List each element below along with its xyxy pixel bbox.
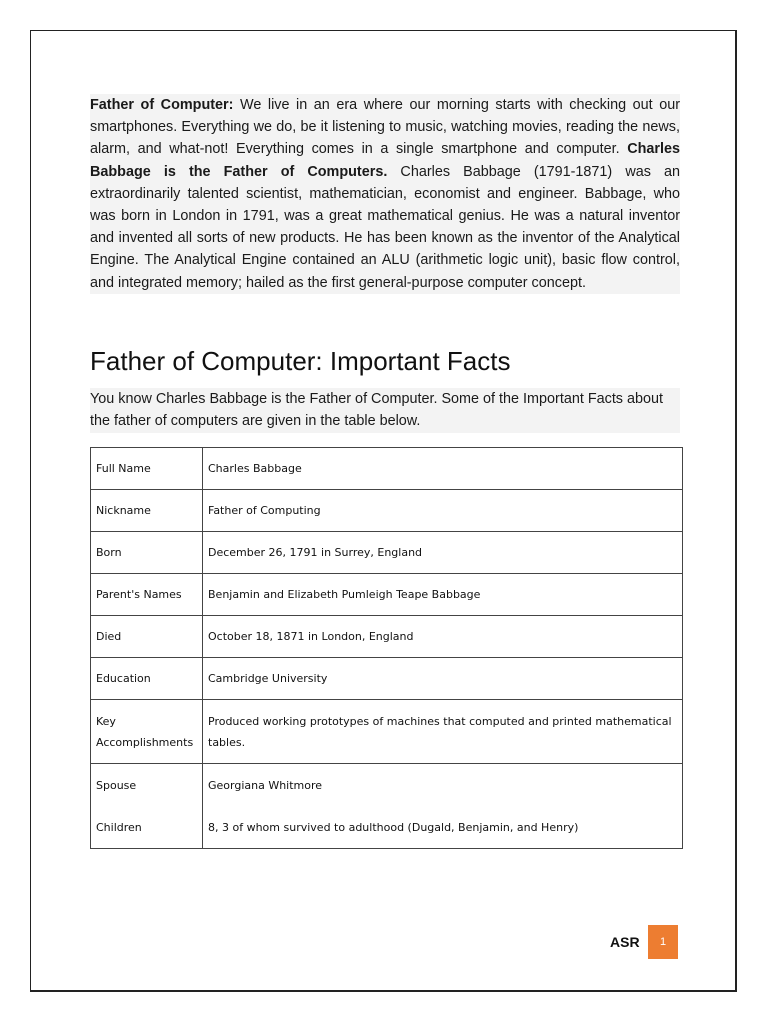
fact-label: Full Name [91,448,203,490]
fact-value: Cambridge University [203,658,683,700]
table-row [91,616,683,658]
fact-label: Education [91,658,203,700]
fact-label: Key Accomplishments [91,700,203,764]
footer-label: ASR [610,934,640,950]
facts-heading: Father of Computer: Important Facts [90,346,511,376]
fact-value: Father of Computing [203,490,683,532]
table-row [91,658,683,700]
table-row [91,806,683,849]
fact-value: October 18, 1871 in London, England [203,616,683,658]
intro-lead-bold: Father of Computer: [90,97,234,113]
intro-text-2: Charles Babbage (1791-1871) was an extraordinarily talented scientist, mathematician, economist and engineer. Babbage, who was born in London in 1791, was a great mathematical genius. He was a natural inventor and invented all sorts of new products. He has been known as the inventor of the Analytical Engine. The Analytical Engine contained an ALU (arithmetic logic unit), basic flow control, and integrated memory; hailed as the first general-purpose computer concept. [90,163,681,291]
facts-table [90,447,683,849]
fact-label: Died [91,616,203,658]
fact-label: Parent's Names [91,574,203,616]
table-row [91,764,683,807]
table-row [91,490,683,532]
fact-value: Georgiana Whitmore [203,764,683,807]
fact-value: December 26, 1791 in Surrey, England [203,532,683,574]
table-row [91,448,683,490]
intro-bold-statement: Charles Babbage is the Father of Computers. [90,141,680,180]
fact-label: Spouse [91,764,203,807]
fact-value: Benjamin and Elizabeth Pumleigh Teape Babbage [203,574,683,616]
intro-text-1: We live in an era where our morning starts with checking out our smartphones. Everything we do, be it listening to music, watching movies, reading the news, alarm, and what-not! Everything comes in a single smartphone and computer. [90,97,680,158]
table-row [91,574,683,616]
fact-value: Charles Babbage [203,448,683,490]
fact-label: Nickname [91,490,203,532]
fact-value: Produced working prototypes of machines that computed and printed mathematical tables. [203,700,683,764]
intro-paragraph [90,94,680,294]
table-row [91,532,683,574]
fact-value: 8, 3 of whom survived to adulthood (Dugald, Benjamin, and Henry) [203,806,683,849]
table-row [91,700,683,764]
fact-label: Children [91,806,203,849]
page-number-badge: 1 [648,925,678,959]
facts-intro: You know Charles Babbage is the Father of Computer. Some of the Important Facts about the father of computers are given in the table below. [90,388,680,433]
fact-label: Born [91,532,203,574]
